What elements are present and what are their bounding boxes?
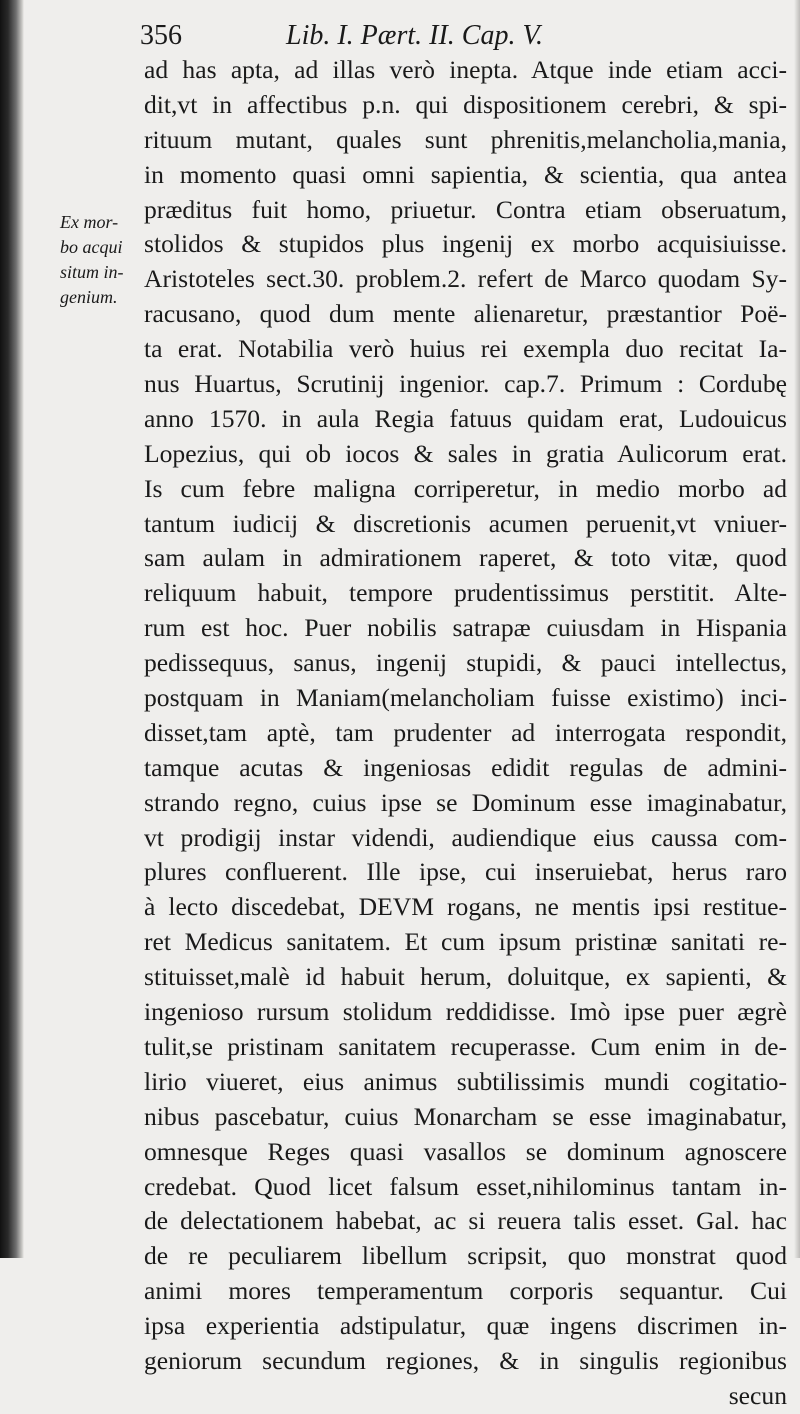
text-line: lirio viueret, eius animus subtilissimis mundi cogitatio- bbox=[144, 1066, 787, 1096]
text-line: Lopezius, qui ob iocos & sales in gratia Aulicorum erat. bbox=[144, 438, 787, 468]
margin-note-line: bo acqui bbox=[60, 237, 123, 257]
marginal-note bbox=[60, 210, 144, 310]
text-line: disset,tam aptè, tam prudenter ad interrogata respondit, bbox=[144, 717, 787, 747]
text-line: secun bbox=[728, 1380, 787, 1410]
text-line: Is cum febre maligna corriperetur, in medio morbo ad bbox=[144, 473, 787, 503]
text-line: ingenioso rursum stolidum reddidisse. Imò ipse puer ægrè bbox=[144, 997, 787, 1027]
text-line: rum est hoc. Puer nobilis satrapæ cuiusdam in Hispania bbox=[144, 613, 787, 643]
text-line: ipsa experientia adstipulatur, quæ ingens discrimen in- bbox=[144, 1311, 787, 1341]
running-header bbox=[140, 18, 780, 54]
text-line: nus Huartus, Scrutinij ingenior. cap.7. Primum : Cordubę bbox=[144, 369, 787, 399]
text-line: sam aulam in admirationem raperet, & toto vitæ, quod bbox=[144, 543, 787, 573]
text-line: tulit,se pristinam sanitatem recuperasse. Cum enim in de- bbox=[144, 1031, 787, 1061]
text-line: ad has apta, ad illas verò inepta. Atque inde etiam acci- bbox=[144, 55, 787, 84]
text-line: stituisset,malè id habuit herum, doluitque, ex sapienti, & bbox=[144, 962, 787, 992]
text-line: præditus fuit homo, priuetur. Contra etiam obseruatum, bbox=[144, 194, 787, 224]
text-line: dit,vt in affectibus p.n. qui dispositionem cerebri, & spi- bbox=[144, 89, 787, 119]
text-line: à lecto discedebat, DEVM rogans, ne mentis ipsi restitue- bbox=[144, 892, 787, 922]
text-line: nibus pascebatur, cuius Monarcham se esse imaginabatur, bbox=[144, 1101, 787, 1131]
running-title: Lib. I. Pært. II. Cap. V. bbox=[286, 20, 543, 51]
text-line: omnesque Reges quasi vasallos se dominum agnoscere bbox=[144, 1136, 787, 1166]
text-line: Aristoteles sect.30. problem.2. refert de Marco quodam Sy- bbox=[144, 264, 787, 294]
text-line: de re peculiarem libellum scripsit, quo monstrat quod bbox=[144, 1241, 787, 1271]
text-line: stolidos & stupidos plus ingenij ex morbo acquisiuisse. bbox=[144, 229, 787, 259]
text-line: vt prodigij instar videndi, audiendique eius caussa com- bbox=[144, 822, 787, 852]
text-line: tamque acutas & ingeniosas edidit regulas de admini- bbox=[144, 752, 787, 782]
text-line: in momento quasi omni sapientia, & scientia, qua antea bbox=[144, 159, 787, 189]
text-line: de delectationem habebat, ac si reuera talis esset. Gal. hac bbox=[144, 1206, 787, 1236]
text-line: racusano, quod dum mente alienaretur, præstantior Poë- bbox=[144, 299, 787, 329]
text-line: ta erat. Notabilia verò huius rei exempla duo recitat Ia- bbox=[144, 334, 787, 364]
page-number: 356 bbox=[140, 20, 182, 51]
text-line: plures confluerent. Ille ipse, cui inseruiebat, herus raro bbox=[144, 857, 787, 887]
text-line: strando regno, cuius ipse se Dominum esse imaginabatur, bbox=[144, 787, 787, 817]
text-line: pedissequus, sanus, ingenij stupidi, & pauci intellectus, bbox=[144, 648, 787, 678]
margin-note-line: Ex mor- bbox=[60, 212, 119, 232]
text-line: rituum mutant, quales sunt phrenitis,melancholia,mania, bbox=[144, 124, 787, 154]
text-line: reliquum habuit, tempore prudentissimus perstitit. Alte- bbox=[144, 578, 787, 608]
text-line: postquam in Maniam(melancholiam fuisse existimo) inci- bbox=[144, 683, 787, 713]
text-line: animi mores temperamentum corporis sequantur. Cui bbox=[144, 1276, 787, 1306]
text-line: tantum iudicij & discretionis acumen peruenit,vt vniuer- bbox=[144, 508, 787, 538]
text-line: anno 1570. in aula Regia fatuus quidam erat, Ludouicus bbox=[144, 403, 787, 433]
margin-note-line: genium. bbox=[60, 287, 118, 307]
text-line: geniorum secundum regiones, & in singulis regionibus bbox=[144, 1345, 787, 1375]
text-line: credebat. Quod licet falsum esset,nihilominus tantam in- bbox=[144, 1171, 787, 1201]
text-line: ret Medicus sanitatem. Et cum ipsum pristinæ sanitati re- bbox=[144, 927, 787, 957]
margin-note-line: situm in- bbox=[60, 262, 124, 282]
body-text bbox=[144, 53, 787, 1414]
